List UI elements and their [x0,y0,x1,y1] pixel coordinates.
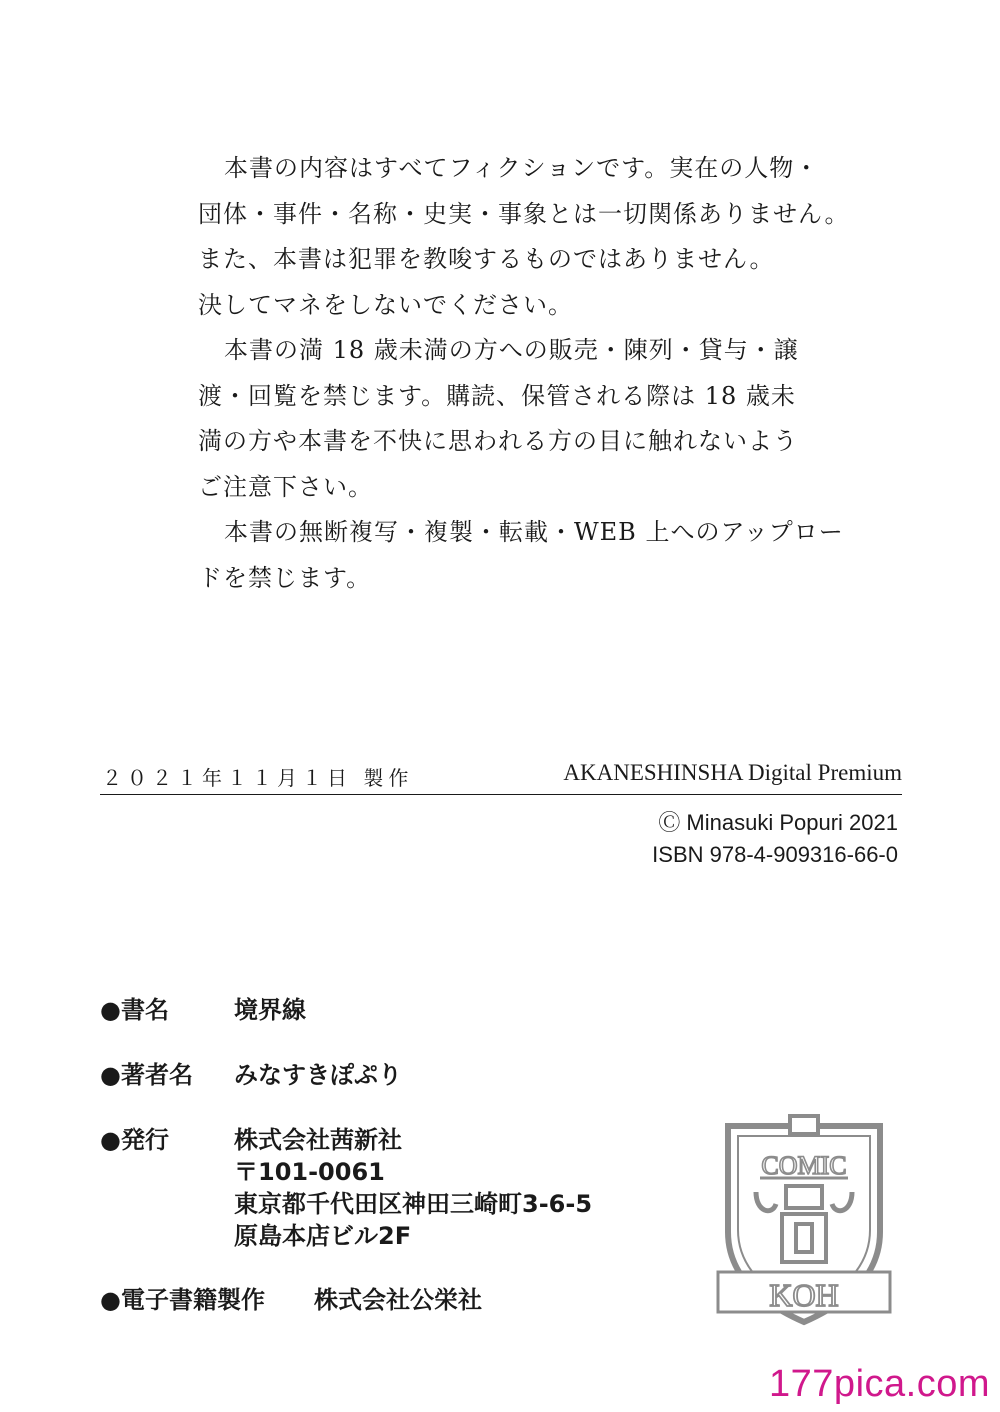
credit-label: ●書名 [100,996,169,1024]
notice-line: 団体・事件・名称・史実・事象とは一切関係ありません。 [198,199,850,228]
ebook-producer-text: 株式会社公栄社 [314,1286,482,1314]
comic-koh-crest-icon [716,1112,892,1326]
credit-label: ●発行 [100,1126,169,1154]
address-line: 東京都千代田区神田三崎町3-6-5 [234,1190,593,1218]
colophon-header [100,760,902,795]
credit-label: ●著者名 [100,1061,193,1089]
credit-label: ●電子書籍製作 [100,1286,265,1314]
notice-line: また、本書は犯罪を教唆するものではありません。 [198,245,775,273]
publisher-name: 株式会社茜新社 [234,1126,402,1154]
author-name [234,1059,402,1091]
publisher-info [234,1124,592,1252]
notice-line: 本書の満 18 歳未満の方への販売・陳列・貸与・譲 [224,336,799,364]
logo-bottom-text: KOH [769,1277,839,1313]
book-title [234,994,306,1026]
notice-line: 満の方や本書を不快に思われる方の目に触れないよう [198,427,798,455]
logo-top-text: COMIC [761,1151,847,1180]
notice-line: ご注意下さい。 [198,472,373,501]
notice-line: 本書の無断複写・複製・転載・WEB 上へのアップロー [224,518,844,546]
watermark-link[interactable]: 177pica.com [769,1363,990,1405]
address-line: 原島本店ビル2F [234,1222,412,1250]
copyright-notice: Ⓒ Minasuki Popuri 2021 [658,810,898,835]
notice-line: 渡・回覧を禁じます。購読、保管される際は 18 歳未 [198,381,796,410]
notice-line: ドを禁じます。 [198,563,372,592]
publisher-brand: AKANESHINSHA Digital Premium [563,760,902,785]
ebook-producer [314,1284,482,1316]
notice-text [198,146,850,601]
notice-line: 本書の内容はすべてフィクションです。実在の人物・ [224,154,820,182]
isbn: ISBN 978-4-909316-66-0 [652,842,898,867]
postal-code: 〒101-0061 [234,1158,385,1186]
author-name-text: みなすきぽぷり [234,1061,402,1089]
notice-line: 決してマネをしないでください。 [198,290,573,319]
book-title-text: 境界線 [234,996,306,1024]
production-date: ２０２１年１１月１日 製作 [102,766,414,790]
